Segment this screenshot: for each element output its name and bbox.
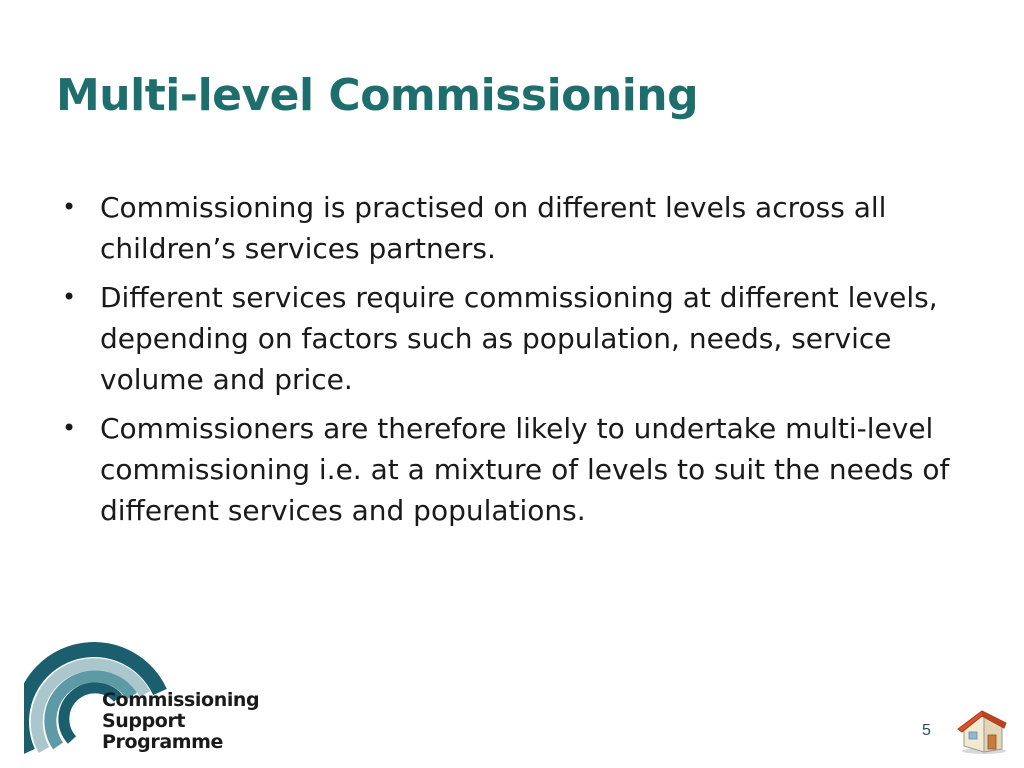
bullet-text: Commissioning is practised on different levels across all children’s services partners. [100, 191, 887, 265]
logo-line: Programme [102, 731, 224, 753]
bullet-item [62, 277, 962, 400]
bullet-text: Different services require commissioning at different levels, depending on factors such as population, needs, service volume and price. [100, 281, 938, 396]
logo-wordmark [102, 690, 259, 753]
logo-line: Commissioning [102, 689, 260, 711]
bullet-text: Commissioners are therefore likely to undertake multi-level commissioning i.e. at a mixture of levels to suit the needs of different services and populations. [100, 412, 950, 527]
bullet-item [62, 187, 962, 269]
house-icon[interactable] [954, 705, 1010, 755]
page-number: 5 [922, 722, 931, 739]
bullet-item [62, 408, 962, 531]
bullet-marker: • [62, 414, 77, 442]
bullet-marker: • [62, 283, 77, 311]
slide-title: Multi-level Commissioning [56, 70, 699, 121]
bullet-list [62, 187, 962, 539]
bullet-marker: • [62, 193, 77, 221]
logo-line: Support [102, 710, 186, 732]
